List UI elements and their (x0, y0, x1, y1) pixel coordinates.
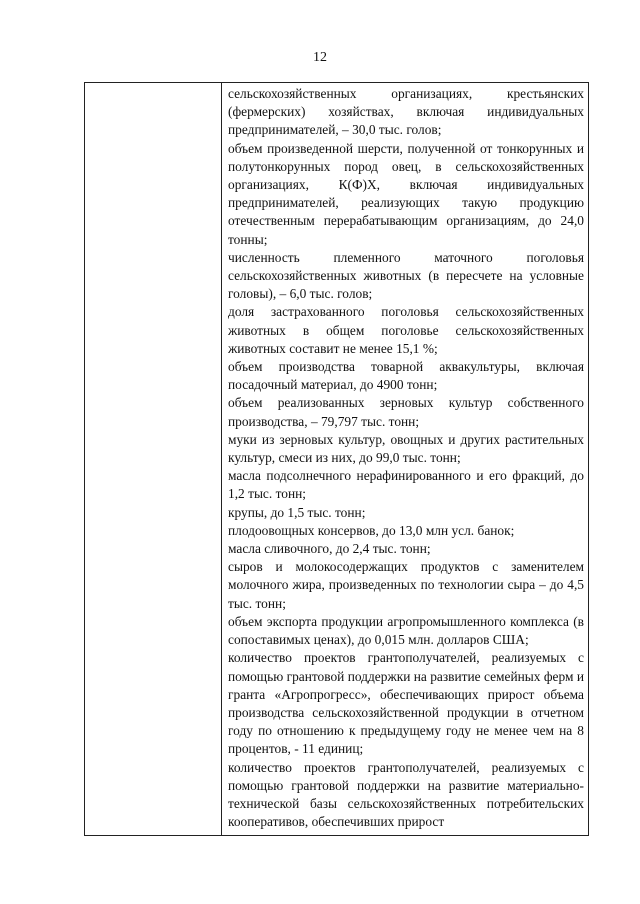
paragraph-text: объем экспорта продукции агропромышленного комплекса (в сопоставимых ценах), до 0,015 млн. долларов США; (228, 613, 584, 648)
paragraph-text: количество проектов грантополучателей, реализуемых с помощью грантовой поддержки на развитие материально-технической базы сельскохозяйственных потребительских кооперативов, обеспечивших прирост (228, 759, 584, 830)
paragraph-text: объем производства товарной аквакультуры, включая посадочный материал, до 4900 тонн; (228, 359, 584, 393)
paragraph-text: плодоовощных консервов, до 13,0 млн усл. банок; (228, 522, 515, 538)
paragraph-text: объем реализованных зерновых культур собственного производства, – 79,797 тыс. тонн; (228, 395, 584, 429)
paragraph-text: объем произведенной шерсти, полученной от тонкорунных и полутонкорунных пород овец, в сельскохозяйственных организациях, К(Ф)Х, включая индивидуальных предпринимателей, реализующих такую продукцию отечественным перерабатывающим организациям, до 24,0 тонны; (228, 140, 584, 247)
document-table (84, 82, 589, 836)
table-right-column (228, 85, 584, 831)
paragraph-text: муки из зерновых культур, овощных и других растительных культур, смеси из них, до 99,0 тыс. тонн; (228, 431, 584, 466)
paragraph-text: доля застрахованного поголовья сельскохозяйственных животных в общем поголовье сельскохозяйственных животных составит не менее 15,1 %; (228, 304, 584, 356)
table-left-column (85, 83, 222, 835)
paragraph-text: сельскохозяйственных организациях, крестьянских (фермерских) хозяйствах, включая индивидуальных предпринимателей, – 30,0 тыс. голов; (228, 86, 584, 138)
page-number: 12 (313, 50, 327, 65)
paragraph-text: масла подсолнечного нерафинированного и его фракций, до 1,2 тыс. тонн; (228, 468, 584, 502)
paragraph-text: количество проектов грантополучателей, реализуемых с помощью грантовой поддержки на развитие семейных ферм и гранта «Агропрогресс», обеспечивающих прирост объема производства сельскохозяйственной продукции в отчетном году по отношению к предыдущему году не менее чем на 8 процентов, - 11 единиц; (228, 650, 584, 757)
paragraph-text: численность племенного маточного поголовья сельскохозяйственных животных (в пересчете на условные головы), – 6,0 тыс. голов; (228, 249, 584, 302)
paragraph-text: масла сливочного, до 2,4 тыс. тонн; (228, 541, 431, 557)
paragraph-text: сыров и молокосодержащих продуктов с заменителем молочного жира, произведенных по технологии сыра – до 4,5 тыс. тонн; (228, 559, 584, 611)
paragraph-text: крупы, до 1,5 тыс. тонн; (228, 504, 366, 520)
